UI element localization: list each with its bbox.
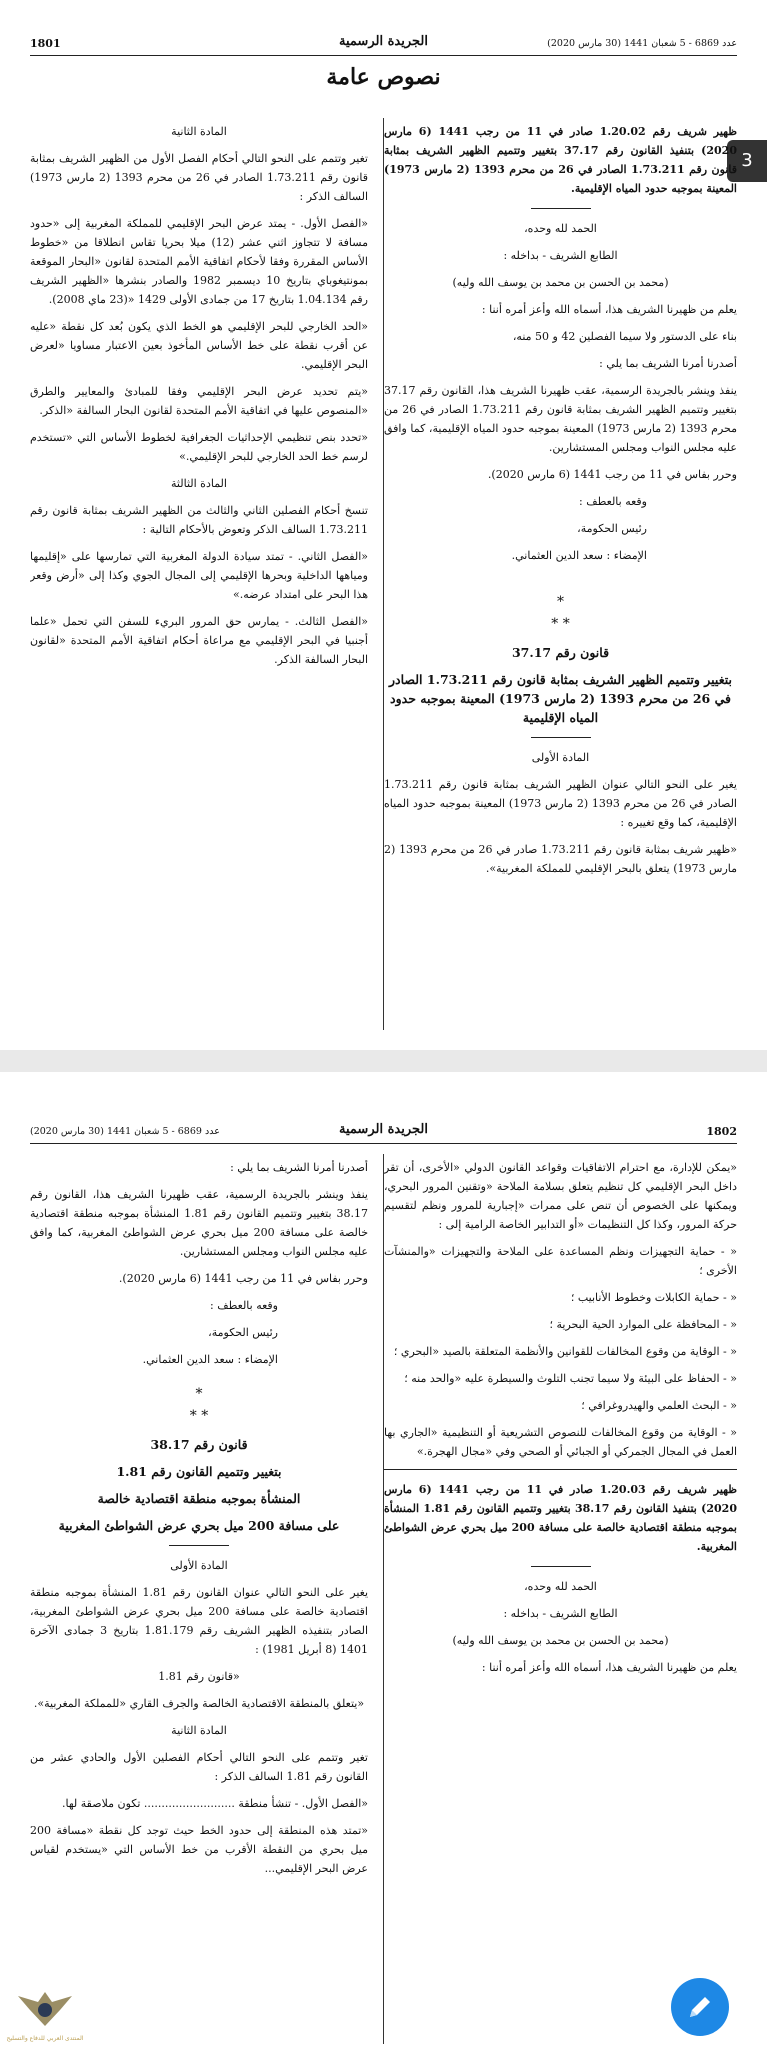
divider — [169, 1545, 229, 1546]
edit-fab-button[interactable] — [671, 1978, 729, 2036]
list-item: « - البحث العلمي والهيدروغرافي ؛ — [581, 1399, 737, 1412]
chapter-paragraph: «الفصل الأول. - تنشأ منطقة .......................... تكون ملاصقة لها. — [62, 1797, 368, 1810]
seal-line: الطابع الشريف - بداخله : — [503, 249, 618, 262]
countersign-label: وقعه بالعطف : — [210, 1299, 278, 1312]
separator-stars — [384, 591, 737, 635]
logo-caption: المنتدى العربي للدفاع والتسليح — [6, 2035, 84, 2042]
tab-count-badge[interactable]: 3 — [727, 140, 767, 182]
journal-title: الجريدة الرسمية — [339, 1122, 428, 1137]
article-text: تغير وتتمم على النحو التالي أحكام الفصلين الأول والحادي عشر من القانون رقم 1.81 السالف الذكر : — [30, 1751, 368, 1783]
article-heading: المادة الأولى — [531, 751, 590, 764]
list-item: « - الوقاية من وقوع المخالفات للنصوص التشريعية أو التنظيمية «الجاري بها العمل في المجال الجمركي أو الجبائي أو الصحي وفي «مجال الهجرة.» — [384, 1426, 737, 1458]
gazette-page-1802 — [0, 1072, 767, 2048]
order-line: أصدرنا أمرنا الشريف بما يلي : — [230, 1161, 368, 1174]
prime-minister-label: رئيس الحكومة، — [208, 1326, 278, 1339]
journal-title: الجريدة الرسمية — [339, 34, 428, 49]
issue-date: عدد 6869 - 5 شعبان 1441 (30 مارس 2020) — [547, 38, 737, 49]
list-item: « - الحفاظ على البيئة ولا سيما تجنب التلوث والسيطرة عليه «والحد منه ؛ — [404, 1372, 737, 1385]
quoted-law-title: «يتعلق بالمنطقة الاقتصادية الخالصة والجرف القاري «للمملكة المغربية». — [33, 1697, 365, 1710]
section-title: نصوص عامة — [326, 64, 441, 90]
king-name: (محمد بن الحسن بن محمد بن يوسف الله وليه) — [452, 1634, 669, 1647]
article-heading: المادة الثانية — [171, 125, 227, 138]
divider — [531, 208, 591, 209]
chapter-paragraph: «الفصل الأول. - يمتد عرض البحر الإقليمي للمملكة المغربية إلى «حدود مسافة لا تتجاوز اثني عشر (12) ميلا بحريا تقاس انطلاقا من «خطوط الأساس المقررة وفقا لأحكام اتفاقية الأمم المتحدة لقانون «البحار الموقعة بمونتيغوباي بتاريخ 10 ديسمبر 1982 والصادر بنشرها «الظهير الشريف رقم 1.04.134 بتاريخ 17 من جمادى الأولى 1429 «(23 ماي 2008). — [30, 217, 368, 306]
dahir-title: ظهير شريف رقم 1.20.02 صادر في 11 من رجب 1441 (6 مارس 2020) بتنفيذ القانون رقم 37.17 بتغيير وتتميم الظهير الشريف بمثابة قانون رقم 1.73.211 الصادر في 26 من محرم 1393 (2 مارس 1973) المعينة بموجبه حدود المياه الإقليمية. — [384, 125, 737, 195]
execute-paragraph: ينفذ وينشر بالجريدة الرسمية، عقب ظهيرنا الشريف هذا، القانون رقم 37.17 بتغيير وتتميم الظهير الشريف بمثابة قانون رقم 1.73.211 الصادر في 26 من محرم 1393 (2 مارس 1973) المعينة بموجبه حدود المياه الإقليمية، كما وافق عليه مجلس النواب ومجلس المستشارين. — [384, 384, 737, 454]
law-title: بتغيير وتتميم الظهير الشريف بمثابة قانون رقم 1.73.211 الصادر في 26 من محرم 1393 (2 مارس 1973) المعينة بموجبه حدود المياه الإقليمية — [389, 672, 732, 725]
section-rule — [384, 1469, 737, 1470]
law-title-line: على مسافة 200 ميل بحري عرض الشواطئ المغربية — [58, 1518, 340, 1533]
star: * — [557, 594, 564, 610]
praise-line: الحمد لله وحده، — [524, 1580, 597, 1593]
right-column — [384, 1158, 737, 2046]
based-line: بناء على الدستور ولا سيما الفصلين 42 و 50 منه، — [512, 330, 737, 343]
article-heading: المادة الثالثة — [171, 477, 227, 490]
list-item: « - المحافظة على الموارد الحية البحرية ؛ — [549, 1318, 737, 1331]
done-line: وحرر بفاس في 11 من رجب 1441 (6 مارس 2020). — [487, 468, 737, 481]
order-line: أصدرنا أمرنا الشريف بما يلي : — [599, 357, 737, 370]
chapter-paragraph: «الفصل الثالث. - يمارس حق المرور البريء للسفن التي تحمل «علما أجنبيا في البحر الإقليمي مع مراعاة أحكام اتفاقية الأمم المتحدة «لقانون البحار السالفة الذكر. — [30, 615, 368, 666]
signature-line: الإمضاء : سعد الدين العثماني. — [142, 1353, 278, 1366]
law-title-line: المنشأة بموجبه منطقة اقتصادية خالصة — [97, 1491, 301, 1506]
article-quote: «ظهير شريف بمثابة قانون رقم 1.73.211 صادر في 26 من محرم 1393 (2 مارس 1973) يتعلق بالبحر الإقليمي للمملكة المغربية». — [384, 843, 737, 875]
page-header — [30, 34, 737, 56]
eagle-emblem-icon — [2, 1986, 88, 2032]
list-item: « - حماية الكابلات وخطوط الأنابيب ؛ — [570, 1291, 737, 1304]
separator-stars — [30, 1383, 368, 1427]
law-number: قانون رقم 38.17 — [150, 1437, 248, 1452]
stars: * * — [551, 616, 570, 632]
praise-line: الحمد لله وحده، — [524, 222, 597, 235]
page-number: 1801 — [30, 37, 61, 50]
chapter-paragraph: «الحد الخارجي للبحر الإقليمي هو الخط الذي يكون بُعد كل نقطة «عليه عن أقرب نقطة على خط الأساس المأخوذ بعين الاعتبار مساويا «لعرض البحر الإقليمي. — [30, 320, 368, 371]
issue-date: عدد 6869 - 5 شعبان 1441 (30 مارس 2020) — [30, 1126, 220, 1137]
quoted-law-number: «قانون رقم 1.81 — [158, 1670, 240, 1683]
chapter-paragraph: «تحدد بنص تنظيمي الإحداثيات الجغرافية لخطوط الأساس التي «تستخدم لرسم خط الحد الخارجي للبحر الإقليمي.» — [30, 431, 368, 463]
article-heading: المادة الأولى — [170, 1559, 228, 1572]
know-line: يعلم من ظهيرنا الشريف هذا، أسماه الله وأعز أمره أننا : — [481, 303, 737, 316]
quote-paragraph: «يمكن للإدارة، مع احترام الاتفاقيات وقواعد القانون الدولي «الأخرى، أن تقر داخل البحر الإقليمي كل تنظيم يتعلق بسلامة الملاحة «وتقنين المرور البحري، ويمكنها على الخصوص أن تنص على ممرات «إجبارية للمرور ونظم لتقسيم حركة المرور، وكذا كل التنظيمات «أو التدابير الخاصة الرامية إلى : — [384, 1161, 737, 1231]
page-number: 1802 — [706, 1125, 737, 1138]
divider — [531, 737, 591, 738]
divider — [531, 1566, 591, 1567]
list-item: « - حماية التجهيزات ونظم المساعدة على الملاحة والتجهيزات «والمنشآت الأخرى ؛ — [384, 1245, 737, 1277]
prime-minister-label: رئيس الحكومة، — [577, 522, 647, 535]
star: * — [195, 1386, 203, 1402]
know-line: يعلم من ظهيرنا الشريف هذا، أسماه الله وأعز أمره أننا : — [481, 1661, 737, 1674]
chapter-paragraph: «الفصل الثاني. - تمتد سيادة الدولة المغربية التي تمارسها على «إقليمها ومياهها الداخلية وبحرها الإقليمي إلى المجال الجوي وكذا إلى «أرض وقعر هذا البحر على امتداد عرضه.» — [30, 550, 368, 601]
seal-line: الطابع الشريف - بداخله : — [503, 1607, 618, 1620]
article-heading: المادة الثانية — [171, 1724, 227, 1737]
list-item: « - الوقاية من وقوع المخالفات للقوانين والأنظمة المتعلقة بالصيد «البحري ؛ — [393, 1345, 737, 1358]
right-column — [384, 122, 737, 1032]
article-text: تغير وتتمم على النحو التالي أحكام الفصل الأول من الظهير الشريف بمثابة قانون رقم 1.73.211 الصادر في 26 من محرم 1393 (2 مارس 1973) السالف الذكر : — [30, 152, 368, 203]
execute-paragraph: ينفذ وينشر بالجريدة الرسمية، عقب ظهيرنا الشريف هذا، القانون رقم 38.17 بتغيير وتتميم القانون رقم 1.81 المنشأة بموجبه منطقة اقتصادية خالصة على مسافة 200 ميل بحري عرض الشواطئ المغربية، كما وافق عليه مجلس النواب ومجلس المستشارين. — [30, 1188, 368, 1258]
article-text: تنسخ أحكام الفصلين الثاني والثالث من الظهير الشريف بمثابة قانون رقم 1.73.211 السالف الذكر وتعوض بالأحكام التالية : — [30, 504, 368, 536]
chapter-paragraph: «تمتد هذه المنطقة إلى حدود الخط حيث توجد كل نقطة «مسافة 200 ميل بحري من النقطة الأقرب من خط الأساس التي «يستخدم لقياس عرض البحر الإقليمي... — [30, 1824, 368, 1875]
chapter-paragraph: «يتم تحديد عرض البحر الإقليمي وفقا للمبادئ والمعايير والطرق «المنصوص عليها في اتفاقية الأمم المتحدة لقانون البحار السالفة «الذكر. — [30, 385, 368, 417]
page-header — [30, 1122, 737, 1144]
law-number: قانون رقم 37.17 — [511, 645, 610, 660]
article-text: يغير على النحو التالي عنوان الظهير الشريف بمثابة قانون رقم 1.73.211 الصادر في 26 من محرم 1393 (2 مارس 1973) المعينة بموجبه حدود المياه الإقليمية، كما وقع تغييره : — [384, 778, 737, 829]
countersign-label: وقعه بالعطف : — [579, 495, 647, 508]
pencil-icon — [686, 1993, 714, 2021]
dahir-title: ظهير شريف رقم 1.20.03 صادر في 11 من رجب 1441 (6 مارس 2020) بتنفيذ القانون رقم 38.17 بتغيير وتتميم القانون رقم 1.81 المنشأة بموجبه منطقة اقتصادية خالصة على مسافة 200 ميل بحري عرض الشواطئ المغربية. — [384, 1483, 737, 1553]
stars: * * — [189, 1408, 209, 1424]
forum-logo — [2, 1986, 88, 2042]
left-column — [30, 122, 368, 1032]
left-column — [30, 1158, 368, 2046]
king-name: (محمد بن الحسن بن محمد بن يوسف الله وليه) — [452, 276, 669, 289]
signature-line: الإمضاء : سعد الدين العثماني. — [511, 549, 647, 562]
law-title-line: بتغيير وتتميم القانون رقم 1.81 — [116, 1464, 282, 1479]
done-line: وحرر بفاس في 11 من رجب 1441 (6 مارس 2020). — [118, 1272, 368, 1285]
article-text: يغير على النحو التالي عنوان القانون رقم 1.81 المنشأة بموجبه منطقة اقتصادية خالصة على مسافة 200 ميل بحري عرض الشواطئ المغربية، الصادر بتنفيذه الظهير الشريف رقم 1.81.179 بتاريخ 3 جمادى الآخرة 1401 (8 أبريل 1981) : — [30, 1586, 368, 1656]
